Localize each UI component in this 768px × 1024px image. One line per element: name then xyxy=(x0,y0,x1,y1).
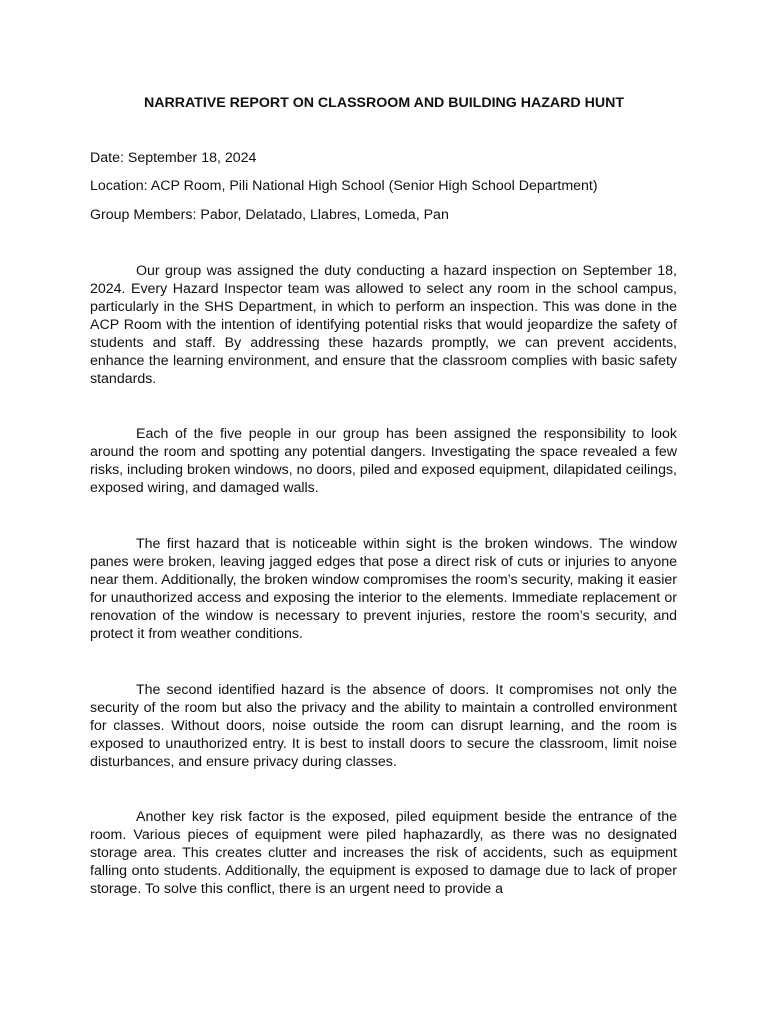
location-line: Location: ACP Room, Pili National High School (Senior High School Department) xyxy=(90,178,598,194)
date-line: Date: September 18, 2024 xyxy=(90,150,257,166)
paragraph-introduction: Our group was assigned the duty conducting a hazard inspection on September 18, 2024. Every Hazard Inspector team was allowed to select any room in the school campus, particularly in the SHS Department, in which to perform an inspection. This was done in the ACP Room with the intention of identifying potential risks that would jeopardize the safety of students and staff. By addressing these hazards promptly, we can prevent accidents, enhance the learning environment, and ensure that the classroom complies with basic safety standards. xyxy=(90,263,677,387)
report-title: NARRATIVE REPORT ON CLASSROOM AND BUILDING HAZARD HUNT xyxy=(144,95,624,111)
paragraph-piled-equipment: Another key risk factor is the exposed, piled equipment beside the entrance of the room. Various pieces of equipment were piled haphazardly, as there was no designated storage area. This creates clutter and increases the risk of accidents, such as equipment falling onto students. Additionally, the equipment is exposed to damage due to lack of proper storage. To solve this conflict, there is an urgent need to provide a xyxy=(90,809,677,897)
group-members-line: Group Members: Pabor, Delatado, Llabres, Lomeda, Pan xyxy=(90,207,449,223)
paragraph-responsibilities: Each of the five people in our group has been assigned the responsibility to look around the room and spotting any potential dangers. Investigating the space revealed a few risks, including broken windows, no doors, piled and exposed equipment, dilapidated ceilings, exposed wiring, and damaged walls. xyxy=(90,426,677,496)
paragraph-broken-windows: The first hazard that is noticeable within sight is the broken windows. The window panes were broken, leaving jagged edges that pose a direct risk of cuts or injuries to anyone near them. Additionally, the broken window compromises the room’s security, making it easier for unauthorized access and exposing the interior to the elements. Immediate replacement or renovation of the window is necessary to prevent injuries, restore the room’s security, and protect it from weather conditions. xyxy=(90,536,677,642)
paragraph-absence-of-doors: The second identified hazard is the absence of doors. It compromises not only the security of the room but also the privacy and the ability to maintain a controlled environment for classes. Without doors, noise outside the room can disrupt learning, and the room is exposed to unauthorized entry. It is best to install doors to secure the classroom, limit noise disturbances, and ensure privacy during classes. xyxy=(90,682,677,770)
